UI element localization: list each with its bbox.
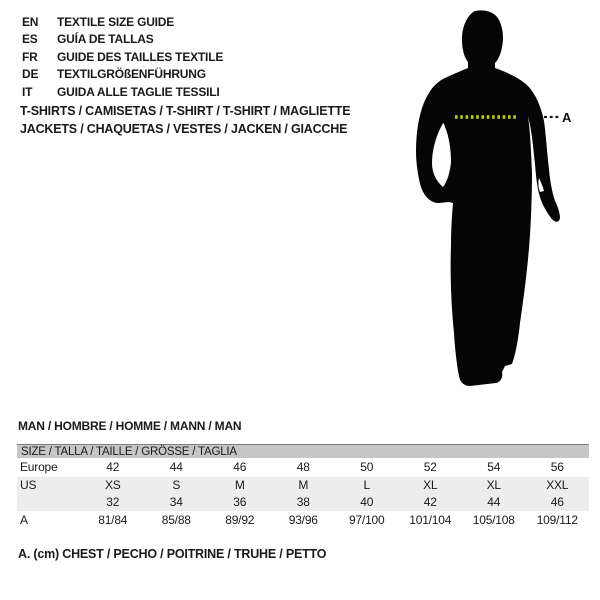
section-heading: MAN / HOMBRE / HOMME / MANN / MAN [18, 419, 242, 433]
table-row [17, 494, 589, 511]
language-label: GUIDA ALLE TAGLIE TESSILI [57, 84, 220, 99]
size-table [17, 444, 589, 530]
size-value: 52 [423, 460, 437, 474]
language-row [22, 13, 223, 31]
size-value: 56 [550, 460, 564, 474]
size-value: 42 [106, 460, 120, 474]
size-value: L [363, 478, 370, 492]
measure-label-a: A [562, 110, 572, 125]
size-value: M [298, 478, 309, 492]
size-value: S [172, 478, 181, 492]
size-table-header: SIZE / TALLA / TAILLE / GRÖSSE / TAGLIA [17, 444, 589, 458]
language-code: ES [22, 32, 38, 47]
language-label: GUIDE DES TAILLES TEXTILE [57, 49, 224, 64]
category-line: JACKETS / CHAQUETAS / VESTES / JACKEN / GIACCHE [20, 121, 348, 136]
size-value: 42 [423, 495, 437, 509]
language-row [22, 48, 223, 66]
size-value: 101/104 [409, 513, 452, 527]
size-value: 46 [233, 460, 247, 474]
man-silhouette-figure [405, 5, 600, 395]
size-value: 36 [233, 495, 247, 509]
size-value: 48 [296, 460, 310, 474]
size-value: XL [423, 478, 438, 492]
size-value: XL [486, 478, 501, 492]
language-label: GUÍA DE TALLAS [57, 32, 154, 47]
size-value: 44 [487, 495, 501, 509]
table-row [17, 458, 589, 477]
size-value: 40 [360, 495, 374, 509]
size-value: 105/108 [472, 513, 515, 527]
size-value: 50 [360, 460, 374, 474]
language-label: TEXTILGRÖßENFÜHRUNG [57, 67, 206, 82]
man-silhouette [416, 10, 560, 386]
size-value: 44 [169, 460, 183, 474]
row-label [17, 494, 81, 511]
row-label: US [20, 478, 37, 492]
size-value: 109/112 [536, 513, 578, 527]
size-value: 97/100 [348, 513, 385, 527]
size-value: 32 [106, 495, 120, 509]
size-value: 89/92 [225, 513, 255, 527]
language-list [22, 13, 223, 101]
size-value: 81/84 [98, 513, 128, 527]
language-code: DE [22, 67, 39, 82]
size-value: 38 [296, 495, 310, 509]
language-row [22, 31, 223, 49]
row-label: A [20, 513, 28, 527]
footnote: A. (cm) CHEST / PECHO / POITRINE / TRUHE / PETTO [18, 547, 327, 561]
language-code: FR [22, 49, 38, 64]
size-value: XXL [546, 478, 569, 492]
language-row [22, 83, 223, 101]
language-code: IT [22, 84, 33, 99]
table-row [17, 477, 589, 494]
size-value: 34 [169, 495, 183, 509]
size-value: 54 [487, 460, 501, 474]
size-value: 85/88 [161, 513, 191, 527]
size-value: XS [104, 478, 121, 492]
language-label: TEXTILE SIZE GUIDE [57, 14, 175, 29]
size-table-body [17, 458, 589, 530]
size-value: 46 [550, 495, 564, 509]
language-row [22, 66, 223, 84]
size-value: 93/96 [288, 513, 318, 527]
category-list [20, 103, 350, 138]
row-label: Europe [20, 460, 58, 474]
table-row [17, 511, 589, 530]
language-code: EN [22, 14, 39, 29]
size-value: M [234, 478, 245, 492]
category-line: T-SHIRTS / CAMISETAS / T-SHIRT / T-SHIRT / MAGLIETTE [20, 104, 351, 118]
